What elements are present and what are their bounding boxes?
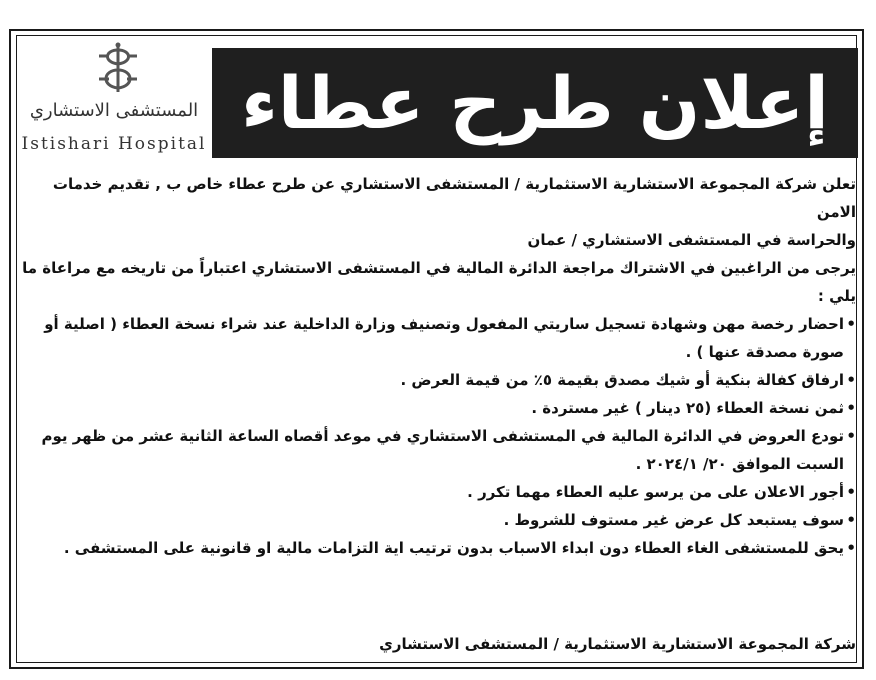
hospital-logo [20, 42, 208, 160]
intro-line-1: تعلن شركة المجموعة الاستشارية الاستثمارية / المستشفى الاستشاري عن طرح عطاء خاص ب , تقديم خدمات الامن [52, 175, 856, 221]
conditions-list [20, 310, 856, 562]
condition-item: • أجور الاعلان على من يرسو عليه العطاء مهما تكرر . [20, 478, 856, 506]
istishari-hospital-logo-icon [95, 42, 141, 94]
logo-english-name: Istishari Hospital [21, 134, 207, 154]
condition-item: • احضار رخصة مهن وشهادة تسجيل ساريتي المفعول وتصنيف وزارة الداخلية عند شراء نسخة العطاء ( اصلية أو صورة مصدقة عنها ) . [20, 310, 856, 366]
condition-item: • تودع العروض في الدائرة المالية في المستشفى الاستشاري في موعد أقصاه الساعة الثانية عشر من ظهر يوم السبت الموافق ٢٠/ ٢٠٢٤/١ . [20, 422, 856, 478]
condition-item: • يحق للمستشفى الغاء العطاء دون ابداء الاسباب بدون ترتيب اية التزامات مالية او قانونية على المستشفى . [20, 534, 856, 562]
signature-line: شركة المجموعة الاستشارية الاستثمارية / المستشفى الاستشاري [379, 635, 856, 653]
condition-item: • ارفاق كفالة بنكية أو شيك مصدق بقيمة ٥٪ من قيمة العرض . [20, 366, 856, 394]
logo-arabic-name: المستشفى الاستشاري [29, 100, 199, 121]
request-line: يرجى من الراغبين في الاشتراك مراجعة الدائرة المالية في المستشفى الاستشاري اعتباراً من تاريخه مع مراعاة ما يلي : [22, 259, 856, 305]
notice-body [20, 170, 856, 562]
notice-title: إعلان طرح عطاء [241, 61, 829, 145]
condition-item: • ثمن نسخة العطاء (٢٥ دينار ) غير مستردة . [20, 394, 856, 422]
condition-item: • سوف يستبعد كل عرض غير مستوف للشروط . [20, 506, 856, 534]
title-banner [212, 48, 858, 158]
intro-line-2: والحراسة في المستشفى الاستشاري / عمان [527, 231, 856, 249]
